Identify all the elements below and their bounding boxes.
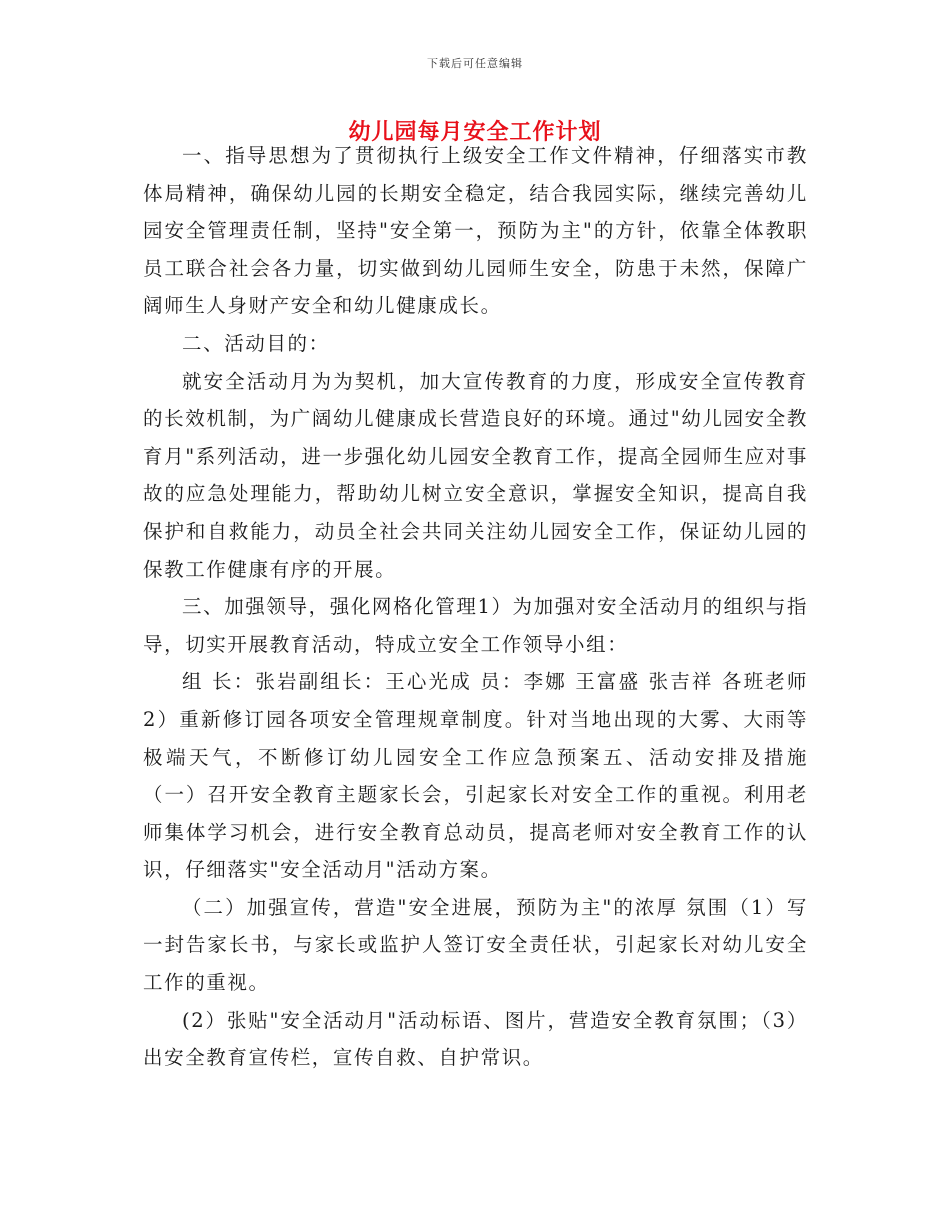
paragraph-team-members: 组 长：张岩副组长：王心光成 员：李娜 王富盛 张吉祥 各班老师2）重新修订园各项安全管理规章制度。针对当地出现的大雾、大雨等极端天气，不断修订幼儿园安全工作应急预案五、活动安排及措施（一）召开安全教育主题家长会，引起家长对安全工作的重视。利用老师集体学习机会，进行安全教育总动员，提高老师对安全教育工作的认识，仔细落实"安全活动月"活动方案。	[143, 670, 808, 882]
paragraph-publicity: （二）加强宣传，营造"安全进展，预防为主"的浓厚 氛围（1）写一封告家长书，与家长或监护人签订安全责任状，引起家长对幼儿安全工作的重视。	[143, 895, 808, 995]
paragraph-guiding-thought: 一、指导思想为了贯彻执行上级安全工作文件精神，仔细落实市教体局精神，确保幼儿园的长期安全稳定，结合我园实际，继续完善幼儿园安全管理责任制，坚持"安全第一，预防为主"的方针，依靠全体教职员工联合社会各力量，切实做到幼儿园师生安全，防患于未然，保障广阔师生人身财产安全和幼儿健康成长。	[143, 144, 808, 318]
header-note: 下载后可任意编辑	[427, 57, 523, 70]
paragraph-activity-purpose-heading: 二、活动目的：	[182, 331, 330, 355]
paragraph-activity-purpose: 就安全活动月为为契机，加大宣传教育的力度，形成安全宣传教育的长效机制，为广阔幼儿健康成长营造良好的环境。通过"幼儿园安全教育月"系列活动，进一步强化幼儿园安全教育工作，提高全园师生应对事故的应急处理能力，帮助幼儿树立安全意识，掌握安全知识，提高自我保护和自救能力，动员全社会共同关注幼儿园安全工作，保证幼儿园的保教工作健康有序的开展。	[143, 369, 808, 581]
paragraph-leadership: 三、加强领导，强化网格化管理1）为加强对安全活动月的组织与指导，切实开展教育活动，特成立安全工作领导小组：	[143, 595, 808, 656]
paragraph-posters: (2）张贴"安全活动月"活动标语、图片，营造安全教育氛围；（3）出安全教育宣传栏，宣传自救、自护常识。	[143, 1008, 808, 1070]
document-title: 幼儿园每月安全工作计划	[348, 120, 602, 145]
document-body	[143, 137, 808, 1077]
